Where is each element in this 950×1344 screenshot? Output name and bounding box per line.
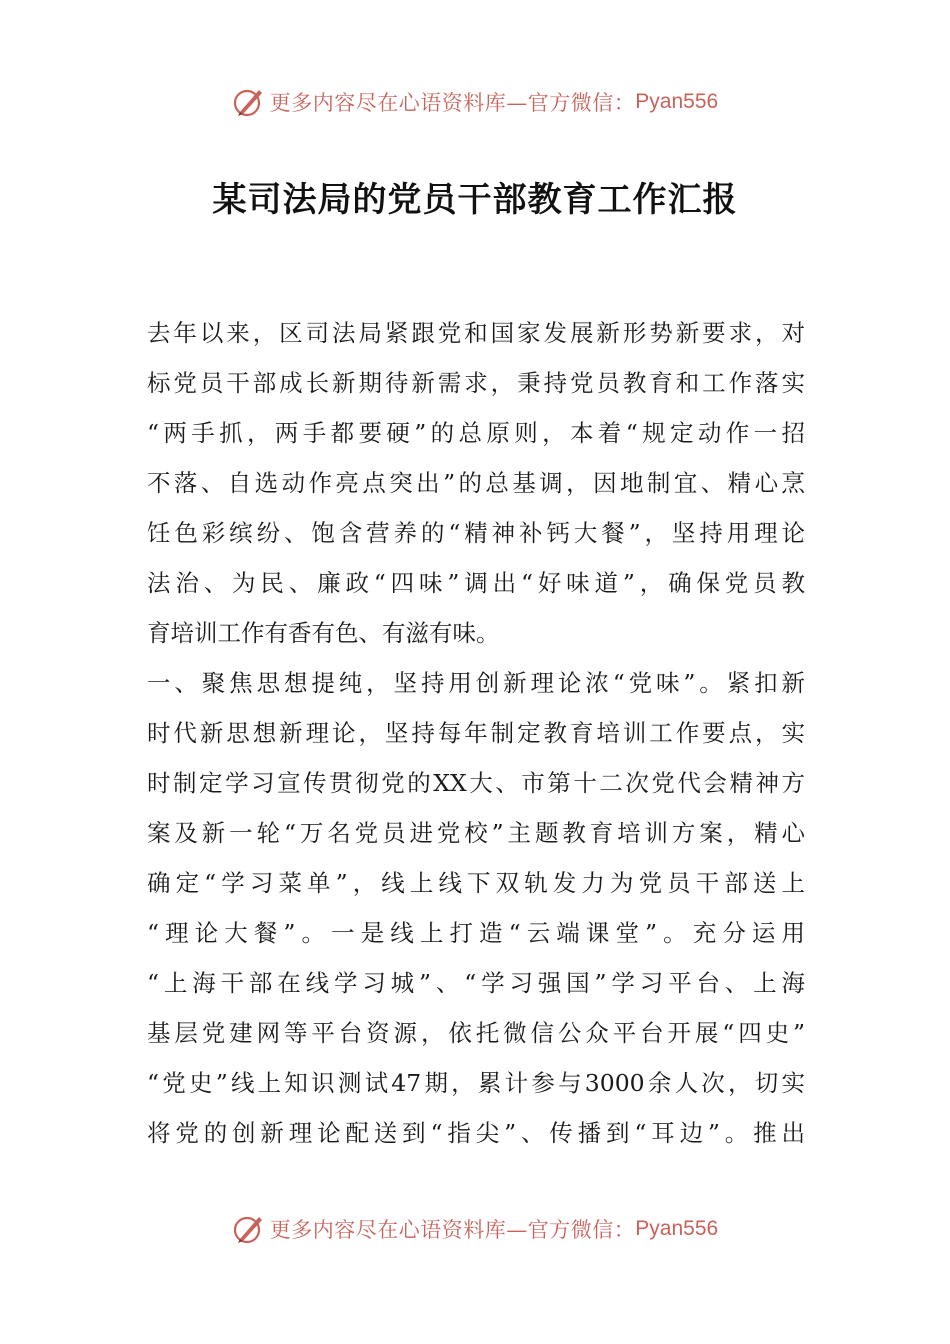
body-line: 不落、自选动作亮点突出”的总基调，因地制宜、精心烹 [147, 469, 805, 497]
body-line: 基层党建网等平台资源，依托微信公众平台开展“四史” [147, 1019, 805, 1047]
document-title: 某司法局的党员干部教育工作汇报 [212, 180, 738, 220]
body-line: 将党的创新理论配送到“指尖”、传播到“耳边”。推出 [147, 1119, 805, 1147]
document-body [147, 308, 805, 1158]
wechat-id: Pyan556 [635, 1217, 719, 1240]
body-line: 时代新思想新理论，坚持每年制定教育培训工作要点，实 [147, 719, 805, 747]
body-line: 育培训工作有香有色、有滋有味。 [147, 619, 500, 647]
body-line: “两手抓，两手都要硬”的总原则，本着“规定动作一招 [147, 419, 805, 447]
banner-text: 更多内容尽在心语资料库—官方微信： [269, 1218, 636, 1242]
body-line: 标党员干部成长新期待新需求，秉持党员教育和工作落实 [147, 369, 805, 397]
pen-logo-icon [232, 1212, 266, 1246]
banner-text: 更多内容尽在心语资料库—官方微信： [269, 91, 636, 115]
body-line: 去年以来，区司法局紧跟党和国家发展新形势新要求，对 [147, 319, 805, 347]
pen-logo-icon [232, 85, 266, 119]
body-line: 确定“学习菜单”，线上线下双轨发力为党员干部送上 [147, 869, 805, 897]
wechat-id: Pyan556 [635, 90, 719, 113]
body-line: 一、聚焦思想提纯，坚持用创新理论浓“党味”。紧扣新 [147, 669, 805, 697]
body-line: 时制定学习宣传贯彻党的XX大、市第十二次党代会精神方 [147, 769, 805, 797]
body-line: 案及新一轮“万名党员进党校”主题教育培训方案，精心 [147, 819, 805, 847]
body-line: “党史”线上知识测试47期，累计参与3000余人次，切实 [147, 1069, 805, 1097]
body-line: 法治、为民、廉政“四味”调出“好味道”，确保党员教 [147, 569, 805, 597]
header-banner [0, 82, 950, 122]
body-line: 饪色彩缤纷、饱含营养的“精神补钙大餐”，坚持用理论 [147, 519, 805, 547]
footer-banner [0, 1209, 950, 1249]
body-line: “理论大餐”。一是线上打造“云端课堂”。充分运用 [147, 919, 805, 947]
body-line: “上海干部在线学习城”、“学习强国”学习平台、上海 [147, 969, 805, 997]
